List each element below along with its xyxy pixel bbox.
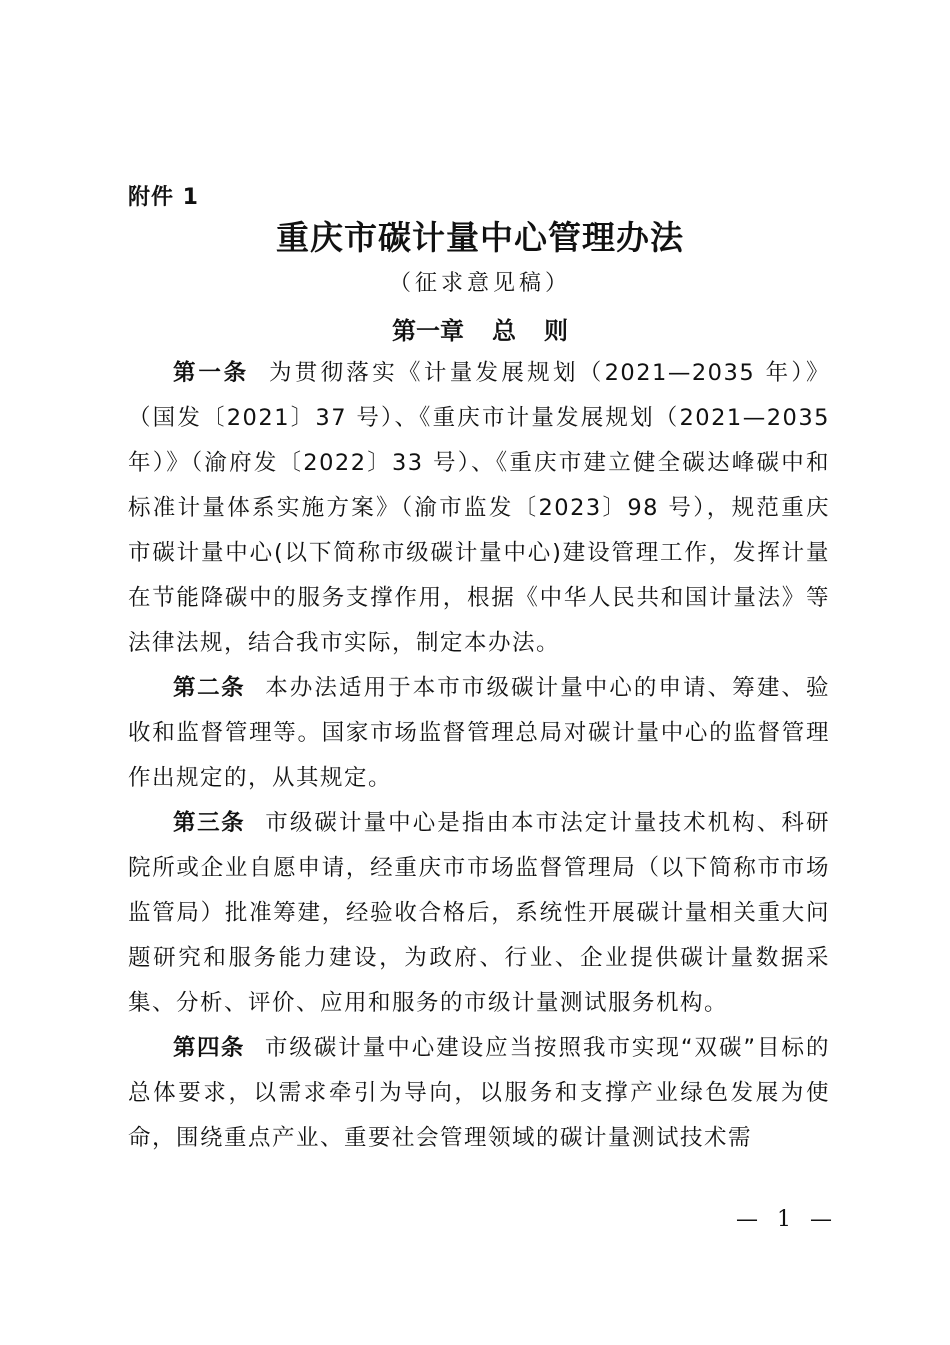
article-text: 市级碳计量中心是指由本市法定计量技术机构、科研院所或企业自愿申请，经重庆市市场监督管理局（以下简称市市场监管局）批准筹建，经验收合格后，系统性开展碳计量相关重大问题研究和服务能力建设，为政府、行业、企业提供碳计量数据采集、分析、评价、应用和服务的市级计量测试服务机构。 (128, 810, 830, 1016)
chapter-name-part2: 则 (544, 317, 568, 345)
document-title: 重庆市碳计量中心管理办法 (276, 218, 684, 257)
article-paragraph (128, 801, 830, 1026)
page-number: — 1 — (736, 1207, 838, 1232)
document-body (128, 351, 830, 1161)
article-paragraph (128, 1026, 830, 1161)
article-text: 为贯彻落实《计量发展规划（2021—2035 年）》（国发〔2021〕37 号）、《重庆市计量发展规划（2021—2035 年）》（渝府发〔2022〕33 号）、《重庆市建立健全碳达峰碳中和标准计量体系实施方案》（渝市监发〔2023〕98 号），规范重庆市碳计量中心(以下简称市级碳计量中心)建设管理工作，发挥计量在节能降碳中的服务支撑作用，根据《中华人民共和国计量法》等法律法规，结合我市实际，制定本办法。 (128, 360, 830, 656)
chapter-number: 第一章 (392, 317, 464, 345)
article-label: 第三条 (173, 810, 246, 836)
chapter-heading (0, 311, 950, 346)
article-paragraph (128, 351, 830, 666)
article-label: 第一条 (173, 360, 249, 386)
chapter-name-part1: 总 (492, 317, 516, 345)
attachment-label: 附件 1 (128, 185, 199, 210)
article-paragraph (128, 666, 830, 801)
document-subtitle: （征求意见稿） (388, 271, 571, 296)
article-label: 第二条 (173, 675, 246, 701)
article-text: 市级碳计量中心建设应当按照我市实现“双碳”目标的总体要求，以需求牵引为导向，以服务和支撑产业绿色发展为使命，围绕重点产业、重要社会管理领域的碳计量测试技术需 (128, 1035, 830, 1151)
article-text: 本办法适用于本市市级碳计量中心的申请、筹建、验收和监督管理等。国家市场监督管理总局对碳计量中心的监督管理作出规定的，从其规定。 (128, 675, 830, 791)
article-label: 第四条 (173, 1035, 245, 1061)
